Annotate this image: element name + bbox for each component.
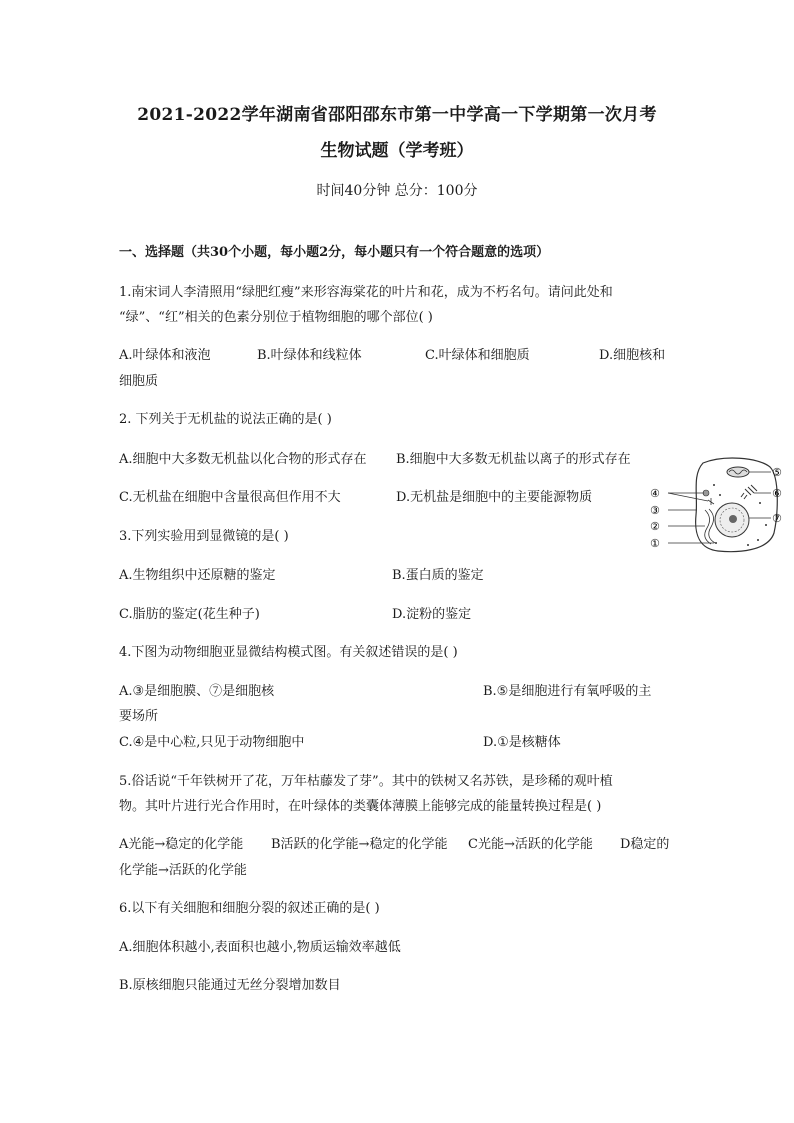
q2-option-b: B.细胞中大多数无机盐以离子的形式存在 xyxy=(396,452,631,467)
label-4: ④ xyxy=(650,487,660,500)
ribosome-dot xyxy=(715,542,717,544)
q6-option-b: B.原核细胞只能通过无丝分裂增加数目 xyxy=(119,978,341,993)
q4-stem: 4.下图为动物细胞亚显微结构模式图。有关叙述错误的是( ) xyxy=(119,645,458,660)
section-heading: 一、选择题（共30个小题，每小题2分，每小题只有一个符合题意的选项） xyxy=(119,245,550,260)
q4-option-d: D.①是核糖体 xyxy=(483,735,561,750)
q6-stem: 6.以下有关细胞和细胞分裂的叙述正确的是( ) xyxy=(119,901,380,916)
q3-option-c: C.脂肪的鉴定(花生种子) xyxy=(119,607,260,622)
nucleolus xyxy=(729,515,737,523)
q4-option-b-cont: 要场所 xyxy=(119,709,159,724)
label-3: ③ xyxy=(650,504,660,517)
ribosome-dot xyxy=(747,544,749,546)
centriole-star xyxy=(708,498,714,505)
q5-stem-line1: 5.俗话说“千年铁树开了花，万年枯藤发了芽”。其中的铁树又名苏铁，是珍稀的观叶植 xyxy=(119,774,613,789)
q5-option-b: B活跃的化学能→稳定的化学能 xyxy=(271,837,448,852)
q5-option-d-cont: 化学能→活跃的化学能 xyxy=(119,863,247,878)
q2-option-a: A.细胞中大多数无机盐以化合物的形式存在 xyxy=(119,452,367,467)
ribosome-dot xyxy=(765,524,767,526)
q1-stem-line2: “绿”、“红”相关的色素分别位于植物细胞的哪个部位( ) xyxy=(119,310,433,325)
q4-option-a: A.③是细胞膜、⑦是细胞核 xyxy=(119,684,275,699)
label-6: ⑥ xyxy=(772,487,782,500)
exam-info: 时间40分钟 总分：100分 xyxy=(316,183,478,199)
ribosome-dot xyxy=(719,494,721,496)
q3-option-a: A.生物组织中还原糖的鉴定 xyxy=(119,568,276,583)
q2-option-d: D.无机盐是细胞中的主要能源物质 xyxy=(396,490,593,505)
q3-option-d: D.淀粉的鉴定 xyxy=(392,607,472,622)
q3-option-b: B.蛋白质的鉴定 xyxy=(392,568,484,583)
animal-cell-diagram xyxy=(648,455,788,555)
label-1: ① xyxy=(650,537,660,550)
q5-stem-line2: 物。其叶片进行光合作用时，在叶绿体的类囊体薄膜上能够完成的能量转换过程是( ) xyxy=(119,799,602,814)
q6-option-a: A.细胞体积越小,表面积也越小,物质运输效率越低 xyxy=(119,940,401,955)
label-5: ⑤ xyxy=(772,466,782,479)
q3-stem: 3.下列实验用到显微镜的是( ) xyxy=(119,529,289,544)
label-2: ② xyxy=(650,520,660,533)
endoplasmic-reticulum xyxy=(705,509,715,544)
ribosome-dot xyxy=(713,484,715,486)
q1-option-d-cont: 细胞质 xyxy=(119,374,159,389)
q2-stem: 2. 下列关于无机盐的说法正确的是( ) xyxy=(119,412,332,427)
q1-stem-line1: 1.南宋词人李清照用“绿肥红瘦”来形容海棠花的叶片和花，成为不朽名句。请问此处和 xyxy=(119,285,613,300)
q1-option-b: B.叶绿体和线粒体 xyxy=(257,348,362,363)
mitochondrion xyxy=(727,467,749,477)
q2-option-c: C.无机盐在细胞中含量很高但作用不大 xyxy=(119,490,341,505)
exam-title: 2021-2022学年湖南省邵阳邵东市第一中学高一下学期第一次月考 xyxy=(137,105,657,125)
q4-option-b: B.⑤是细胞进行有氧呼吸的主 xyxy=(483,684,652,699)
q1-option-c: C.叶绿体和细胞质 xyxy=(425,348,530,363)
q4-option-c: C.④是中心粒,只见于动物细胞中 xyxy=(119,735,305,750)
exam-subtitle: 生物试题（学考班） xyxy=(320,141,474,161)
q5-option-c: C光能→活跃的化学能 xyxy=(468,837,593,852)
pointer-line xyxy=(668,493,708,501)
golgi-apparatus xyxy=(741,485,757,499)
ribosome-dot xyxy=(759,502,761,504)
q5-option-d: D稳定的 xyxy=(620,837,670,852)
ribosome-dot xyxy=(757,539,759,541)
label-7: ⑦ xyxy=(772,512,782,525)
q5-option-a: A光能→稳定的化学能 xyxy=(119,837,244,852)
q1-option-a: A.叶绿体和液泡 xyxy=(119,348,211,363)
q1-option-d: D.细胞核和 xyxy=(599,348,666,363)
